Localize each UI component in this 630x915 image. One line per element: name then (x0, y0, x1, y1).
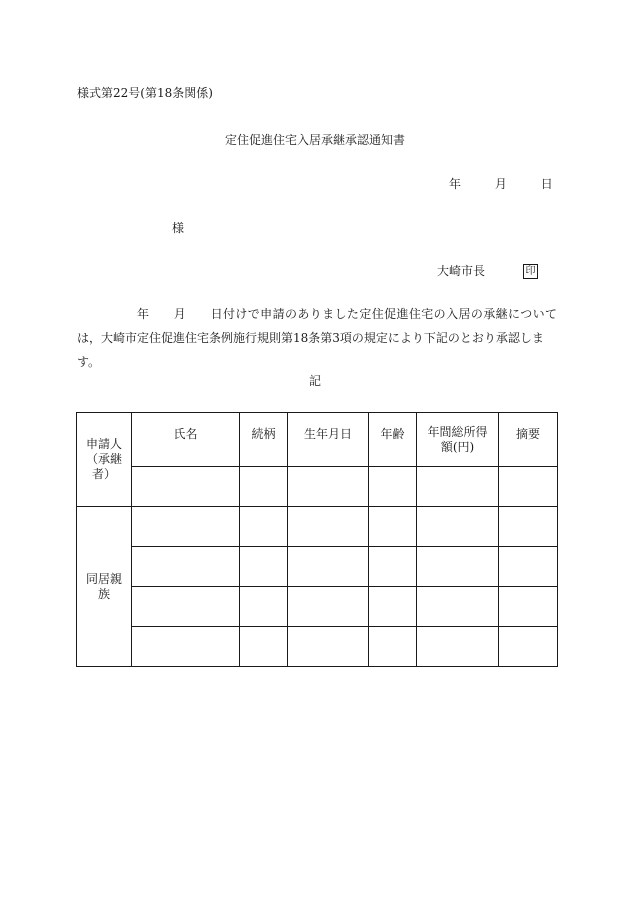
input-cell[interactable] (288, 507, 369, 547)
input-cell[interactable] (369, 467, 417, 507)
input-cell[interactable] (499, 587, 558, 627)
household-label-cell (77, 507, 132, 667)
form-number: 様式第22号(第18条関係) (77, 86, 213, 100)
notice-body (77, 302, 557, 374)
input-cell[interactable] (132, 627, 240, 667)
input-cell[interactable] (240, 467, 288, 507)
input-cell[interactable] (499, 467, 558, 507)
household-row (77, 587, 558, 627)
header-name: 氏名 (132, 413, 240, 467)
input-cell[interactable] (369, 587, 417, 627)
input-cell[interactable] (417, 587, 499, 627)
input-cell[interactable] (288, 547, 369, 587)
date-month: 月 (494, 177, 507, 191)
header-row (77, 413, 558, 467)
input-cell[interactable] (417, 467, 499, 507)
input-cell[interactable] (417, 547, 499, 587)
header-income-line-1: 年間総所得 (427, 424, 488, 439)
input-cell[interactable] (417, 627, 499, 667)
seal-mark: 印 (523, 264, 538, 279)
applicant-label-cell (77, 413, 132, 507)
household-row (77, 547, 558, 587)
input-cell[interactable] (240, 507, 288, 547)
input-cell[interactable] (417, 507, 499, 547)
input-cell[interactable] (132, 467, 240, 507)
input-cell[interactable] (132, 507, 240, 547)
applicant-label-line-1: 申請人 (85, 437, 122, 451)
issuer-line (437, 262, 538, 279)
household-row (77, 507, 558, 547)
household-row (77, 627, 558, 667)
header-income-line-2: 額(円) (440, 439, 475, 454)
input-cell[interactable] (240, 547, 288, 587)
input-cell[interactable] (499, 547, 558, 587)
input-cell[interactable] (288, 467, 369, 507)
applicant-label-line-3: 者） (91, 467, 116, 481)
input-cell[interactable] (499, 507, 558, 547)
header-birthdate: 生年月日 (288, 413, 369, 467)
input-cell[interactable] (369, 507, 417, 547)
document-title: 定住促進住宅入居承継承認通知書 (224, 133, 405, 147)
input-cell[interactable] (288, 627, 369, 667)
body-line-1-text: 日付けで申請のありました定住促進住宅の入居の承継について (210, 307, 557, 321)
ki-heading: 記 (308, 374, 321, 388)
input-cell[interactable] (132, 587, 240, 627)
issuer-name: 大崎市長 (437, 264, 486, 278)
household-label-line-2: 族 (97, 586, 110, 601)
input-cell[interactable] (288, 587, 369, 627)
input-cell[interactable] (369, 547, 417, 587)
input-cell[interactable] (369, 627, 417, 667)
body-line-1 (77, 302, 557, 326)
record-table (76, 412, 558, 667)
applicant-label-line-2: （承継 (85, 452, 122, 466)
date-day: 日 (540, 177, 553, 191)
header-relation: 続柄 (240, 413, 288, 467)
applicant-row (77, 467, 558, 507)
header-remarks: 摘要 (499, 413, 558, 467)
header-age: 年齢 (369, 413, 417, 467)
input-cell[interactable] (132, 547, 240, 587)
header-income (417, 413, 499, 467)
body-month: 月 (173, 307, 187, 321)
date-year: 年 (449, 177, 462, 191)
input-cell[interactable] (240, 627, 288, 667)
body-year: 年 (137, 307, 150, 321)
addressee-suffix: 様 (172, 221, 185, 235)
input-cell[interactable] (499, 627, 558, 667)
body-line-2: は，大崎市定住促進住宅条例施行規則第18条第3項の規定により下記のとおり承認します。 (77, 331, 544, 369)
household-label-line-1: 同居親 (85, 571, 122, 586)
date-line (449, 175, 553, 192)
input-cell[interactable] (240, 587, 288, 627)
